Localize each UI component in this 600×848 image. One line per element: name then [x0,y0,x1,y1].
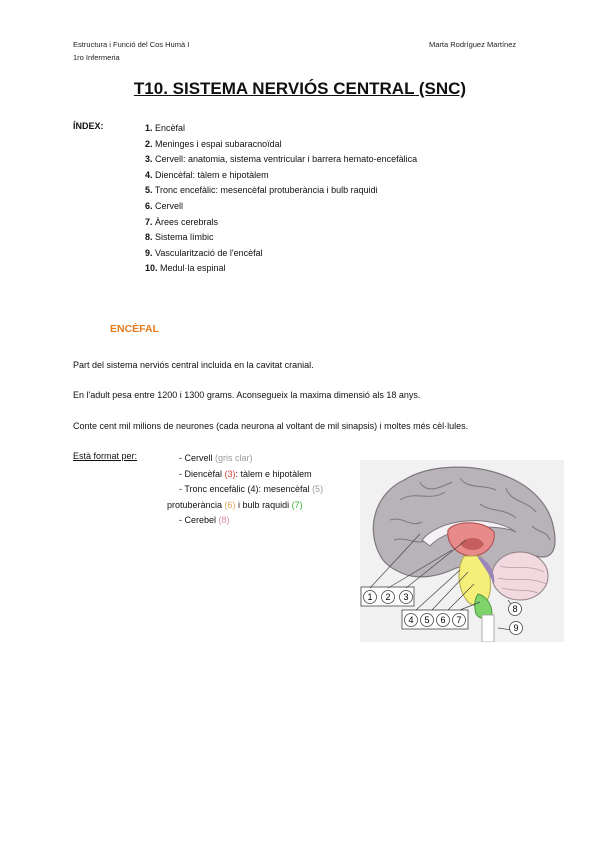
paragraph: Part del sistema nerviós central incluida en la cavitat cranial. [73,360,314,370]
index-item: 5. Tronc encefàlic: mesencèfal protuberància i bulb raquidi [145,185,378,196]
paragraph: En l'adult pesa entre 1200 i 1300 grams. Aconsegueix la maxima dimensió als 18 anys. [73,390,421,400]
header-author: Marta Rodríguez Martínez [429,40,517,49]
part-diencefal: - Diencèfal (3): tàlem e hipotàlem [179,468,312,479]
index-item: 6. Cervell [145,200,184,211]
diagram-label: 7 [456,615,462,625]
page-title: T10. SISTEMA NERVIÓS CENTRAL (SNC) [133,79,467,98]
index-label: ÍNDEX: [73,121,104,131]
diagram-label: 3 [403,592,409,602]
paragraph: Conte cent mil milions de neurones (cada neurona al voltant de mil sinapsis) i moltes més cèl·lules. [73,421,469,431]
diagram-label: 2 [385,592,391,602]
spinal-cord-shape [482,615,494,642]
part-tronc: - Tronc encefàlic (4): mesencèfal (5) [179,484,324,494]
index-item: 3. Cervell: anatomia, sistema ventricular i barrera hemato-encefàlica [145,154,418,165]
section-title: ENCÈFAL [110,323,160,335]
index-item: 7. Àrees cerebrals [145,216,219,227]
diagram-label: 6 [440,615,446,625]
diagram-label: 5 [424,615,430,625]
header-year: 1ro Infermeria [73,53,120,62]
diagram-label: 1 [367,592,373,602]
index-list [145,121,417,277]
index-item: 8. Sistema límbic [145,232,214,243]
index-item: 1. Encèfal [145,123,186,133]
index-item: 9. Vascularització de l'encèfal [145,247,263,258]
brain-diagram [360,460,564,642]
parts-list [167,451,324,529]
part-protuberancia: protuberància (6) i bulb raquidi (7) [167,499,303,510]
index-item: 2. Meninges i espai subaracnoïdal [145,138,282,149]
index-item: 4. Diencèfal: tàlem e hipotàlem [145,169,269,180]
cerebellum-shape [492,552,548,600]
diagram-label: 4 [408,615,414,625]
index-item: 10. Medul·la espinal [145,263,226,274]
part-cerebel: - Cerebel (8) [179,515,230,525]
part-cervell: - Cervell (gris clar) [179,453,253,463]
diagram-label: 8 [512,604,518,614]
made-of-label: Està format per: [73,451,138,461]
diagram-label: 9 [513,623,519,633]
header-course: Estructura i Funció del Cos Humà I [73,40,190,49]
